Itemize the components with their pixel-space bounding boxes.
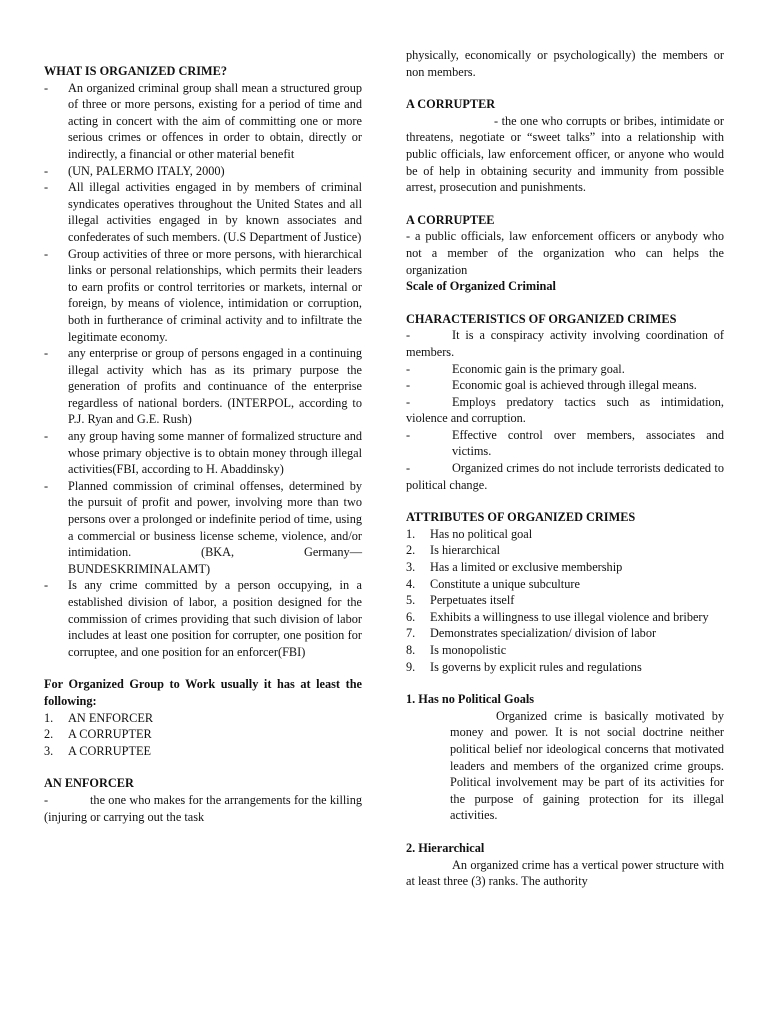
list-item: 1. AN ENFORCER: [44, 710, 154, 725]
definition-item: - An organized criminal group shall mean a structured group of three or more persons, existing for a period of time and acting in concert with the aim of committing one or more serious crimes or offences in order to obtain, directly or indirectly, a financial or other material benefit: [44, 80, 362, 163]
section-title-attributes: ATTRIBUTES OF ORGANIZED CRIMES: [406, 510, 636, 525]
definitions-list: [44, 80, 362, 661]
list-item: - Effective control over members, associates and victims.: [406, 427, 724, 459]
group-requirements-list: [44, 710, 362, 760]
section-title-characteristics: CHARACTERISTICS OF ORGANIZED CRIMES: [406, 311, 677, 326]
right-column: [406, 47, 724, 890]
attributes-list: [406, 526, 724, 675]
definition-item: - any group having some manner of formalized structure and whose primary objective is to obtain money through illegal activities(FBI, according to H. Abaddinsky): [44, 428, 362, 478]
enforcer-definition: - the one who makes for the arrangements for the killing (injuring or carrying out the task: [44, 792, 362, 824]
list-item: 2. Is hierarchical: [406, 543, 500, 558]
left-column: [44, 63, 362, 825]
list-item: 5. Perpetuates itself: [406, 593, 515, 608]
list-item: - Employs predatory tactics such as intimidation, violence and corruption.: [406, 394, 724, 426]
definition-item: - Is any crime committed by a person occupying, in a established division of labor, a position designed for the commission of crimes providing that such division of labor includes at least one position for corrupter, one position for corruptee, and one position for an enforcer(FBI): [44, 577, 362, 660]
list-item: - It is a conspiracy activity involving coordination of members.: [406, 328, 724, 359]
definition-item: - any enterprise or group of persons engaged in a continuing illegal activity which has as its primary purpose the generation of profits and continuance of the enterprise regardless of national borders. (INTERPOL, according to P.J. Ryan and G.E. Rush): [44, 345, 362, 428]
list-item: - Economic gain is the primary goal.: [406, 361, 625, 376]
list-item: 1. Has no political goal: [406, 526, 533, 541]
list-item: 6. Exhibits a willingness to use illegal violence and bribery: [406, 609, 709, 624]
section-title-corruptee: A CORRUPTEE: [406, 212, 495, 227]
definition-item: - Group activities of three or more persons, with hierarchical links or personal relationships, which permits their leaders to earn profits or control territories or markets, internal or foreign, by means of violence, intimidation or corruption, both in furtherance of criminal activity and to infiltrate the legitimate economy.: [44, 246, 362, 346]
hierarchical-text: An organized crime has a vertical power structure with at least three (3) ranks. The authority: [406, 857, 724, 889]
list-item: 7. Demonstrates specialization/ division of labor: [406, 626, 657, 641]
characteristics-list: [406, 327, 724, 493]
list-item: 3. A CORRUPTEE: [44, 743, 152, 758]
definition-item: - All illegal activities engaged in by members of criminal syndicates operatives throughout the United States and all illegal activities engaged in by known associates and confederates of such members. (U.S Department of Justice): [44, 179, 362, 245]
section-title-enforcer: AN ENFORCER: [44, 776, 134, 791]
list-item: 3. Has a limited or exclusive membership: [406, 560, 623, 575]
no-political-goals-text: Organized crime is basically motivated by money and power. It is not social doctrine neither political belief nor ideological concerns that motivated leaders and members of the organized crime groups. Political involvement may be part of its activities for the purpose of gaining protection for its illegal activities.: [450, 708, 724, 823]
list-item: - Organized crimes do not include terrorists dedicated to political change.: [406, 461, 724, 492]
corruptee-definition: - a public officials, law enforcement officers or anybody who not a member of the organization who can helps the organization: [406, 229, 724, 277]
enforcer-definition-continued: physically, economically or psychologically) the members or non members.: [406, 48, 724, 79]
list-item: - Economic goal is achieved through illegal means.: [406, 378, 697, 393]
definition-item: - (UN, PALERMO ITALY, 2000): [44, 163, 362, 180]
scale-title: Scale of Organized Criminal: [406, 279, 556, 294]
section-title-no-political-goals: 1. Has no Political Goals: [406, 692, 535, 707]
section-title-corrupter: A CORRUPTER: [406, 97, 496, 112]
group-intro: For Organized Group to Work usually it has at least the following:: [44, 677, 362, 708]
list-item: 8. Is monopolistic: [406, 643, 507, 657]
section-title-what-is-organized-crime: WHAT IS ORGANIZED CRIME?: [44, 64, 227, 78]
list-item: 2. A CORRUPTER: [44, 727, 152, 742]
list-item: 9. Is governs by explicit rules and regulations: [406, 659, 642, 674]
corrupter-definition: - the one who corrupts or bribes, intimidate or threatens, negotiate or “sweet talks” into a relationship with public officials, law enforcement officer, or anyone who would be of help in obtaining security and immunity from possible arrest, prosecution and punishments.: [406, 113, 724, 195]
definition-item: - Planned commission of criminal offenses, determined by the pursuit of profit and power, involving more than two persons over a prolonged or indefinite period of time, using a commercial or business license scheme, violence, and/or intimidation. (BKA, Germany—BUNDESKRIMINALAMT): [44, 478, 362, 578]
list-item: 4. Constitute a unique subculture: [406, 576, 580, 591]
section-title-hierarchical: 2. Hierarchical: [406, 840, 485, 855]
